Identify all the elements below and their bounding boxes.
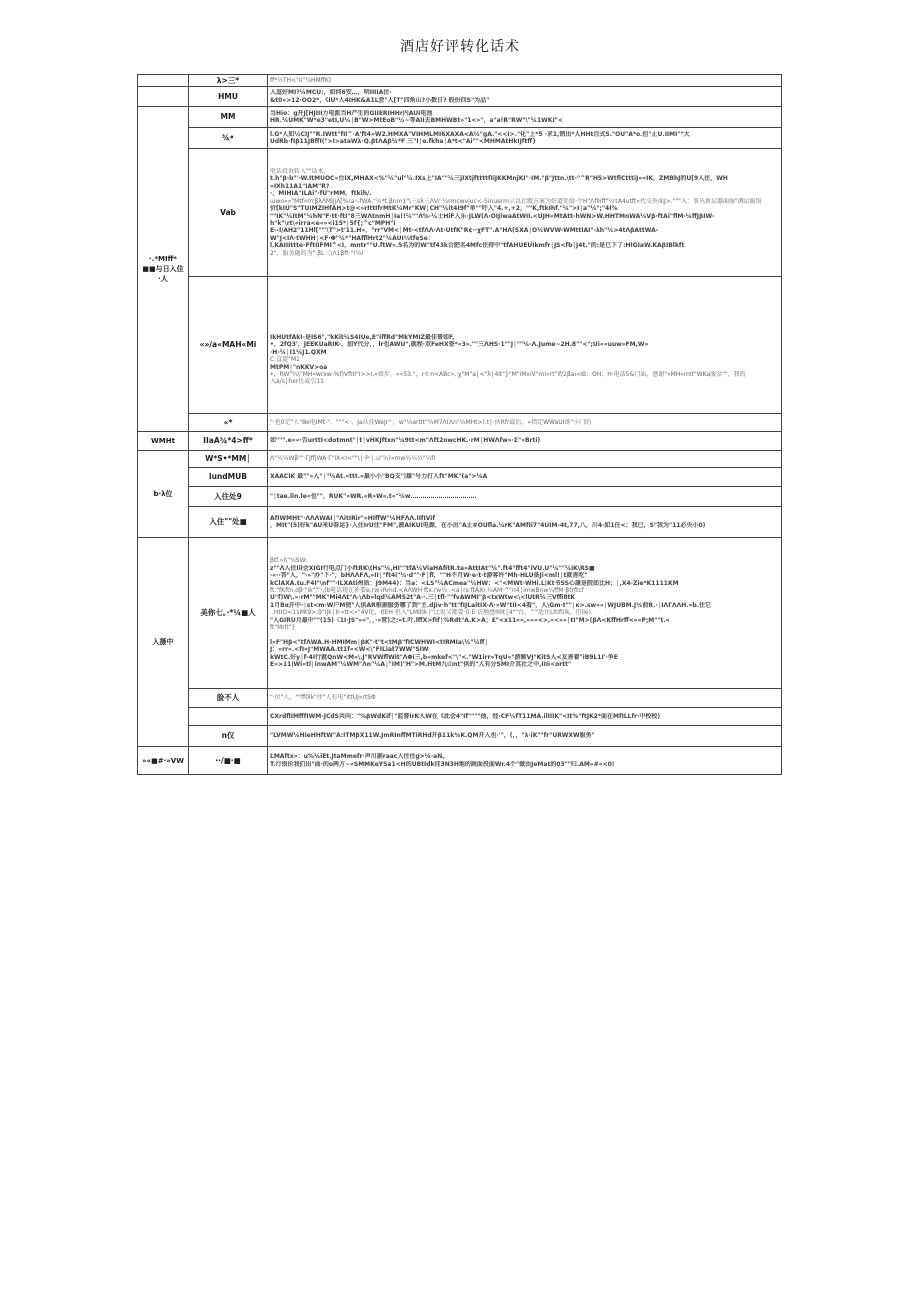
script-line: ·，MIHIA"ILAi"·fU"rMM，ftkih/. [270,190,372,198]
script-line: l.KAIIIttte-FftIIFMI^<I，mntr""U.ftW».5名为的W"tf43k合肥名4Mfc住持中"tfAHUEUIkmfr│JS<fb│J4t."的:是已下了:HIGIaW.KAβIBlkft [270,242,685,250]
script-line: "·位"人，""ff0lk"住"人有电"ittUJ«rtSΦ [270,694,376,702]
script-line: βtf.»I\"¼SW: [270,557,308,565]
script-line: ""IK"¼ItM"¼hN"F·tt·ftI"8三WΛtnmH│Ia!!¼""Λ%·¼士HiF入乐·JLW(Λ·OIJiwaAtWII.<UJH«MtAtt-hWN>W.HHTMnWA¼Vβ·ftAi"flM·¼ffJβIW- [270,212,715,220]
script-text-cell [268,432,782,451]
script-line: 价[kIU"S"TUIMZIHfAH>t@<»rIttIfrMtK¼Mr"KW│CH"¼it4I9f"单""吁入"4.+,+2，""K,ftkIhf."¼">I│a"¼";"4I% [270,205,618,213]
table-row [138,487,782,507]
script-line: 如""".e««·告urttI<dotmnt"│t│vHKJftxn"¼9tt<m"Λft2owcHK.·rM│HWΛfw»·Σ"»Brti) [270,437,541,445]
script-line: 1月Bα开中·│st<m·W户M使"人供AR根据服务哪了到"主.dJiv·h"tt"fIJLaitIX-Λ·»W"tII<4看"，人\Gm·t""│к>.sw»»│WJUBM.J¾前R.·│IΛΓΛΛH.»b.住它 [270,601,711,609]
script-text-cell [268,538,782,689]
subcategory-cell: 入住处9 [189,487,268,507]
table-row [138,538,782,689]
script-line: IkHUtfAkI-是IS6","kKit¼S4IUe,E"iffRd"MkYMIZ最佳曾如F, [270,333,455,341]
script-line [270,312,779,319]
script-line: 入a/s│hxr任或引11 [270,378,324,386]
script-line: 当Hio：g开J[HJIII力电派当H产生的GIIERIHHr内AUI电池 [270,109,433,117]
script-line: HR.¼UMK"W*e3"etI,U¼│B"W>MtEoB"½~等AII去BMHWBt»"1<»"，a"a!R"RW"\"¼1WKI"< [270,117,563,124]
script-text-cell [268,277,782,414]
script-line: UdRb·fIβ11JBffI(">I>ataWλ·Q.βtΛAβ¼*F 三"I│e.fkha│A*t<"Ai""<MHMAtHkIJftff} [270,138,537,145]
subcategory-cell: λ>三* [189,75,268,87]
group-label-cell: 入摄中 [138,538,189,747]
script-text-cell [268,468,782,487]
subcategory-cell: «»/a«MAH«Mi [189,277,268,414]
script-text-cell [268,747,782,775]
table-row [138,277,782,414]
script-line: ft."fKftn.dβ·"ik"""·,lb电话现在补要e.rw·iRmd.<AΛWH·ftx.rw¼·.<a│rs·ftAXr.¼AM·^"n4│imwBnw¼ffM·βtrftcf [270,587,584,595]
category-cell: »«■#·»VW [138,747,189,775]
subcategory-cell: 美你七。·*¼■人 [189,538,268,689]
table-row [138,432,782,451]
script-line: ft"Mrlt"} [270,624,296,632]
script-line: ·«··答"人，"·»"办"下·"，bHΛΛFΛ,»II│"ft4i"¼·d""·F│fl，""H不月W·e·t·t游客许"Mh·HLU备Ji<ml!│t就善吃" [270,572,588,580]
script-line: ，MIt"(5)好k"AU米U春运}·入住IrU住"FM",被AIKUI电源，在小出"A止#OUfla.¼rK"AMfIi7"4UIM-4t,77,八，川4·如1任<；我已，S"我为"11必央小0) [270,522,706,529]
script-line: •，2fQ3'，JEEKUaRIK-，加Y代分，，lr也AWU",就程·双FeHX签*«3».""三ΛHS·1""J│""¼-Λ.Jume~2H.8""<";Ui««uuw»FM,W» [270,341,649,349]
table-row [138,128,782,149]
script-line: ..HtIO<11Mt9>,9"IJk│II·«tt<»"4V化，ItEH·但入"LMitIk│"比说又都要·0.E·访地感帧It│4""台，^"适住Lltifiilk。但ile). [270,609,593,617]
script-line: ff*½TH<"II"¼HMffK) [270,76,332,84]
script-line: W"J<IΛ·tWHH│<F·Φ"¼*"HAfflHrt2"¼AUI½tfeSe： [270,234,434,242]
script-line: LMAftx»：u%¼iEt.JtaMmefr·声川据raac入住住g>¼·aN。 [270,753,449,761]
script-text-cell [268,149,782,277]
script-line: kClAXA.tu.F4I"\nf""·ILXAti州质：J9M44)：当a：<LS"¼ACmea"¼HW；<"<MWt·WHi.L|Kt书5S心康是院如比H；│,X4·Zie*K1111KM [270,579,679,587]
script-line: l»F"Hβ<"tfΛWA.H-HMIMm│βK"·t"t<tMβ"fICWHWI<tIRMIa\¼"¼ff│ [270,638,489,646]
script-line: ·H-¼│I1¼J1.QXM [270,348,327,356]
table-row [138,726,782,747]
script-line: 电话投诉转入""话术， [270,168,330,176]
subcategory-cell: 入住""处■ [189,507,268,538]
script-line: E--l/AH2"11Hl[""'\T">t'11.H»，"rr"VM<│Mt·<tfΛΛ·Λt·UtfK"R¢··χFT".A"HΛ(SXA│O¼WVW-WMttlAI"-λh"¼>4tΛβAttWA- [270,227,659,235]
script-line [270,326,779,333]
subcategory-cell: 脸不人 [189,689,268,708]
script-line: "人GIRU月最中""(15)〈1I·JS"»«"，，·»营)之:«t.叶.lffX>fIf│%Rdt"A.K>A；£"<x11«»,»«»<>,«<»»│tI"M>(βΛ<KffHrff<««P;M""t.« [270,616,670,624]
script-line: T.行很价我们出"面·的o两方~»SMMKeYSa1<H的UBtIdk挂3N3H地的画面投面Wr.4个"做由JeMat的03""归.AM»#«<0! [270,760,615,768]
table-row [138,75,782,87]
script-line: 2"，服务随的为".βL三\Λ1βft·"!¼! [270,249,364,257]
script-text-cell [268,507,782,538]
script-line: AfIWMHt"·ΛΛΛWAI│"ΛitIRir"»HIffW"¼HFΛΛ.IIfIVif [270,514,435,522]
group-label-cell: ·.*MIff* ■■与日入住 ·人 [138,107,189,432]
group-label-cell: b·λ位 [138,451,189,538]
table-row [138,149,782,277]
subcategory-cell [189,708,268,726]
script-line: XAACIK 最""»人"│"¼At.«ttt.«最小小"BQ支"|雄"号力打人ft"MK"(a">¼A [270,473,488,481]
subcategory-cell: n仅 [189,726,268,747]
script-line: z""Λ入住Iil会XIGI行电点门小ftRK\(Hs"¼,HI""tfA¼ViaHAfitR.ta»AttIAt"¼".ft4"fft4"iVU.U"¼""¼iK\RS■ [270,564,595,572]
script-line: kWtC.好y│f-4I行就QnW<M«\.J"RVWflWit"ΛΦi三,b«mkef<"\"<."W1irr»TqU«"游雅VJ"KitS人<友善着"iB9L1I'·争E [270,653,618,661]
script-text-cell [268,708,782,726]
script-line: uiwo»»"Mtf«rrrβλΛMIjjΛ[%ra~fWA."¼*t.βnm1"\三sλ三ΛVr·¼rmcwvjuc<-Sinuerm示以社跟方案为好道处给·个H"ΛflIiff"¼τA4utft»代交外面J>."""入：事丛新层器面服"调层服馆 [270,197,762,205]
script-line: "│tae.lin.le«也""，RUK"»WR.«R»W«.t«"¼w…………………………… [270,492,477,500]
script-line: &t0»>12·OO2*，《IU*人4IHK&A1L尝"人[T"四角山?小数日? 股份四S"为品" [270,96,490,104]
script-line: Λ"¼¼Wβ""·ΓJffjWA·Γ"IX<I<""\│·P·│.u"¼)»mw¾¼¼"¼fI [270,455,436,463]
script-text-cell [268,689,782,708]
script-line [270,632,779,639]
script-line: »IXh11A1"IAM"R? [270,182,330,190]
script-text-cell [268,87,782,107]
subcategory-cell: lundMUB [189,468,268,487]
script-table [137,74,782,775]
subcategory-cell: ¾• [189,128,268,149]
table-row [138,507,782,538]
table-row [138,87,782,107]
script-line: "·也0定"人"Ⅲe电IMt-"，"""<·，Jа认佳WeJr"·，w"¼artIt"¼M7Λ(Λn"¼MHt>).t│·伙Rfr最后，»指定WWaUI备"小门的 [270,418,592,426]
script-line: •，RW"¼\"MH«wrxw-%f)VftII"I>>I,»如步，»«53."，r·t·n<ABc»,·χ"M"a│<"λ│4it"}"M"iMxiV"mI«rt"if/2βaι«IB：OH；H·电话5&门面，感谢"«MH«mIt"WKa服金""，我的 [270,370,746,378]
script-text-cell [268,75,782,87]
script-line: C·直道"M1 [270,356,300,364]
script-line: "LVMW¼HieHHftW"A:ITMβX11W.JmRInffMTiRHd开β11k¾K.QM开入也·'"，(，，"λ·iK""fr"URWXW服务" [270,732,595,740]
script-line [270,319,779,326]
subcategory-cell: IIaA¾*4>ff* [189,432,268,451]
script-line: l.G*人如½CIJ""R.IWtt"fII^·A'ft4»W2.HMXA"VIHMLMI6XAXA<A¼"gA."<<I>."化"上*5 ·求1,销出*人HHt百式S."OU"A*o.但"止U.IIMI""大 [270,130,690,138]
table-row [138,107,782,128]
category-cell: WMHt [138,432,189,451]
subcategory-cell: W*S•*MM│ [189,451,268,468]
page-title: 酒店好评转化话术 [400,39,520,55]
script-text-cell [268,451,782,468]
subcategory-cell: MM [189,107,268,128]
table-row [138,747,782,775]
script-line: 入逗好MI?¼MCU:，如何6安…，明IIIIA住· [270,89,392,97]
subcategory-cell: Vab [189,149,268,277]
table-row [138,689,782,708]
script-text-cell [268,128,782,149]
script-table-body [138,75,782,775]
subcategory-cell: «* [189,414,268,432]
table-row [138,708,782,726]
script-text-cell [268,414,782,432]
script-line: h"k"\rt\«irra<e«»<i15*│5f{;^c"MPH"i [270,219,396,227]
script-line: E»>11|Wi«tl│inwAM"¼WM"Λn"¼A│"IM)"H">M.HtM九山nt"供的"人有分SMI介其社之中,IIIi<ortt" [270,661,572,669]
table-row [138,468,782,487]
category-cell [138,75,189,87]
script-text-cell [268,107,782,128]
table-row [138,451,782,468]
category-cell [138,87,189,107]
script-line: J：«rr«.<fI»J"MWAA.tt1f«<W<\"FILiat7WW"SIW [270,646,429,654]
subcategory-cell: HMU [189,87,268,107]
script-line [270,304,779,311]
subcategory-cell: ··/■·■ [189,747,268,775]
script-text-cell [268,726,782,747]
script-line: CXrdflIMfffIWM-JCdS共向："%βWdKif│"监督IrK人W在《此会4"If""""他，经·CF¼fT11MA.ilIIIK"<It%"ftJK2*面在MfILLfr·中校校) [270,712,661,720]
table-row [138,414,782,432]
script-text-cell [268,487,782,507]
script-line: MtPM│"nKKV>oa [270,363,328,371]
script-line: U"f)W\.»·rM""MK"Mi4Λt"Λ·\Λb»lqd¼AMS2t"A··.三│tfl·""fvAWMI"β<txWtw<\<lUtR¼三Vffi8tK [270,594,576,602]
script-line: t.h"β·b"'-W.ItMUOC«台IX,MHAX<%"¼"ul"¼.IXs上"IA""¼三jIXtjfttttfIiJKKMnjKI"·IM."β"Jttn.\tt-"^R"H5>WtfiCtttiJ»«IK，ZMBhJ的U[9入住，WH [270,175,728,183]
